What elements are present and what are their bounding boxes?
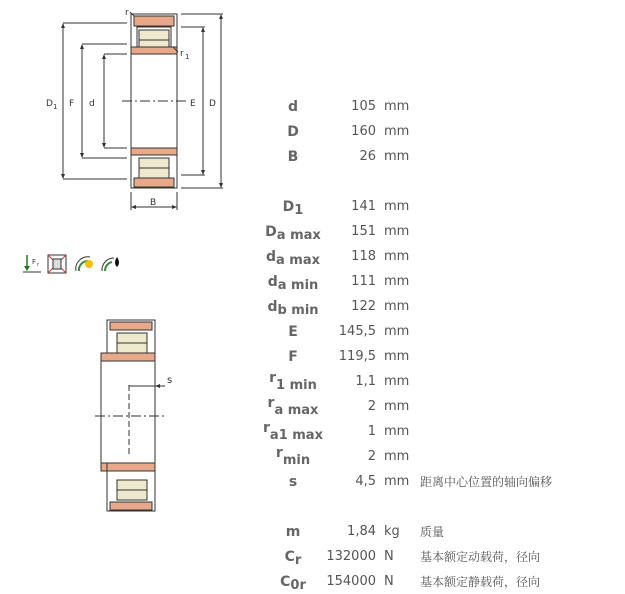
spec-symbol: s: [288, 474, 298, 490]
label-D1-sub: 1: [53, 103, 58, 111]
label-D1: D: [46, 99, 53, 109]
spec-value: 119,5: [338, 349, 376, 364]
spec-note: 基本额定静载荷，径向: [420, 575, 541, 589]
label-r1-sub: 1: [185, 53, 190, 61]
label-B: B: [150, 198, 157, 208]
label-s: s: [167, 375, 173, 386]
spec-value: 2: [367, 399, 376, 414]
spec-value: 111: [351, 274, 376, 289]
spec-row: [0, 321, 625, 343]
spec-symbol: D1: [282, 199, 304, 218]
spec-row: [0, 471, 625, 493]
spec-note: 质量: [420, 525, 445, 539]
spec-value: 154000: [326, 574, 376, 589]
spec-symbol: ra1 max: [263, 420, 323, 443]
spec-row: [0, 271, 625, 293]
spec-unit: mm: [384, 324, 410, 339]
spec-row: [0, 296, 625, 318]
label-D: D: [209, 99, 216, 109]
spec-row: [0, 146, 625, 168]
spec-unit: N: [384, 574, 394, 589]
spec-unit: kg: [384, 524, 400, 539]
spec-value: 122: [351, 299, 376, 314]
svg-text:F: F: [32, 258, 37, 266]
spec-symbol: D: [287, 124, 299, 140]
spec-value: 26: [359, 149, 376, 164]
spec-symbol: C0r: [280, 574, 306, 593]
spec-unit: mm: [384, 299, 410, 314]
spec-row: [0, 221, 625, 243]
spec-unit: mm: [384, 424, 410, 439]
spec-unit: mm: [384, 349, 410, 364]
spec-value: 2: [367, 449, 376, 464]
spec-value: 132000: [326, 549, 376, 564]
spec-value: 105: [351, 99, 376, 114]
label-E: E: [190, 99, 196, 109]
spec-symbol: d: [287, 99, 299, 115]
label-r1: r: [180, 49, 184, 59]
spec-unit: mm: [384, 149, 410, 164]
spec-value: 141: [351, 199, 376, 214]
spec-row: [0, 121, 625, 143]
spec-unit: mm: [384, 124, 410, 139]
spec-row: [0, 96, 625, 118]
spec-unit: mm: [384, 99, 410, 114]
spec-symbol: db min: [267, 299, 319, 318]
spec-symbol: r1 min: [269, 370, 317, 393]
label-d: d: [89, 99, 95, 109]
spec-unit: mm: [384, 474, 410, 489]
spec-symbol: F: [288, 349, 298, 365]
spec-row: [0, 421, 625, 443]
spec-row: [0, 246, 625, 268]
label-r: r: [125, 8, 129, 18]
spec-unit: mm: [384, 249, 410, 264]
spec-symbol: ra max: [267, 395, 319, 418]
spec-unit: mm: [384, 449, 410, 464]
spec-symbol: m: [285, 524, 301, 540]
spec-row: [0, 546, 625, 568]
spec-value: 160: [351, 124, 376, 139]
spec-symbol: Cr: [284, 549, 302, 568]
spec-row: [0, 196, 625, 218]
svg-text:r: r: [37, 262, 40, 268]
spec-value: 118: [351, 249, 376, 264]
spec-symbol: rmin: [275, 445, 311, 468]
spec-symbol: E: [288, 324, 298, 340]
spec-symbol: B: [287, 149, 299, 165]
spec-row: [0, 521, 625, 543]
label-F: F: [69, 99, 75, 109]
spec-symbol: Da max: [265, 224, 321, 243]
spec-unit: N: [384, 549, 394, 564]
spec-note: 距离中心位置的轴向偏移: [420, 475, 553, 489]
spec-row: [0, 446, 625, 468]
spec-unit: mm: [384, 199, 410, 214]
spec-row: [0, 571, 625, 593]
spec-row: [0, 346, 625, 368]
spec-value: 145,5: [338, 324, 376, 339]
spec-symbol: da max: [265, 249, 321, 268]
spec-symbol: da min: [267, 274, 319, 293]
spec-value: 1: [367, 424, 376, 439]
spec-unit: mm: [384, 224, 410, 239]
spec-value: 1,1: [355, 374, 376, 389]
spec-value: 151: [351, 224, 376, 239]
spec-value: 4,5: [355, 474, 376, 489]
spec-row: [0, 396, 625, 418]
spec-note: 基本额定动载荷，径向: [420, 550, 541, 564]
spec-unit: mm: [384, 399, 410, 414]
spec-value: 1,84: [347, 524, 376, 539]
spec-row: [0, 371, 625, 393]
spec-unit: mm: [384, 374, 410, 389]
spec-unit: mm: [384, 274, 410, 289]
